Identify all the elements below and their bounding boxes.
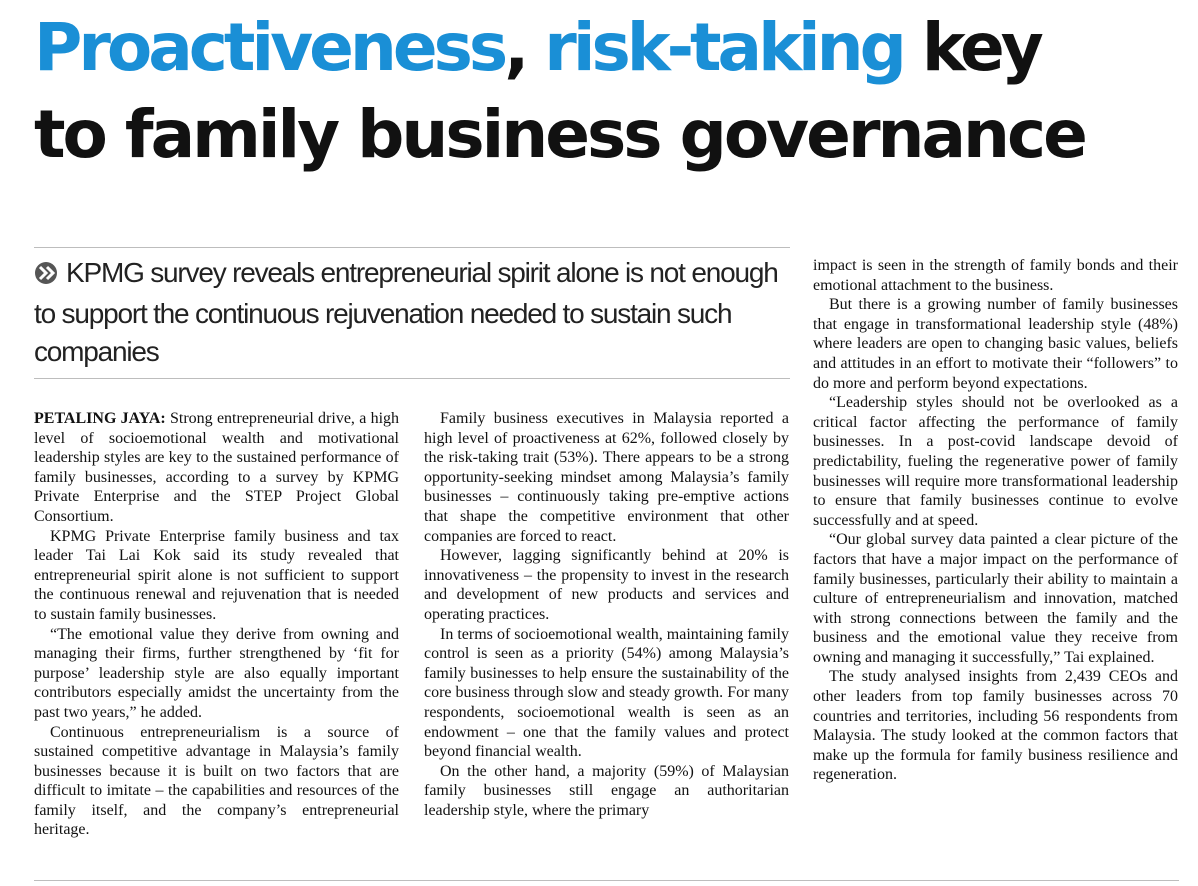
headline-blue-2: risk-taking — [544, 9, 903, 86]
body-paragraph — [34, 409, 399, 527]
body-paragraph: On the other hand, a majority (59%) of Malaysian family businesses still engage an authoritarian leadership style, where the primary — [424, 762, 789, 819]
deck-text: KPMG survey reveals entrepreneurial spirit alone is not enough to support the continuous rejuvenation needed to sustain such companies — [34, 257, 778, 367]
body-paragraph: In terms of socioemotional wealth, maintaining family control is seen as a priority (54%) among Malaysia’s family businesses to help ensure the sustainability of the core business through slow and steady growth. For many respondents, socioemotional wealth is seen as an endowment – one that the family values and protect beyond financial wealth. — [424, 625, 789, 761]
body-paragraph: “Leadership styles should not be overlooked as a critical factor affecting the performance of family businesses. In a post-covid landscape devoid of predictability, fueling the regenerative power of family businesses will require more transformational leadership to ensure that family businesses continue to evolve successfully and at speed. — [813, 394, 1178, 529]
body-paragraph: But there is a growing number of family businesses that engage in transformational leadership style (48%) where leaders are open to changing basic values, beliefs and attitudes in an effort to motivate their “followers” to do more and perform beyond expectations. — [813, 296, 1178, 392]
deck-bottom-rule — [34, 378, 790, 379]
body-paragraph: “Our global survey data painted a clear picture of the factors that have a major impact on the performance of family businesses, particularly their ability to maintain a culture of entrepreneurialism and innovation, matched with strong connections between the family and the business and the emotional value they receive from owning and managing it successfully,” Tai explained. — [813, 531, 1178, 666]
body-paragraph: The study analysed insights from 2,439 CEOs and other leaders from top family businesses across 70 countries and territories, including 56 respondents from Malaysia. The study looked at the common factors that make up the formula for family business resilience and regeneration. — [813, 668, 1178, 784]
headline-line-2: to family business governance — [34, 96, 1085, 174]
body-paragraph: However, lagging significantly behind at 20% is innovativeness – the propensity to invest in the research and development of new products and services and operating practices. — [424, 547, 789, 623]
double-chevron-icon — [34, 257, 62, 295]
deck — [34, 254, 794, 371]
headline-comma: , — [504, 9, 526, 86]
body-paragraph: Continuous entrepreneurialism is a source of sustained competitive advantage in Malaysia’s family businesses because it is built on two factors that are difficult to imitate – the capabilities and resources of the family itself, and the company’s entrepreneurial heritage. — [34, 723, 399, 839]
bottom-rule — [34, 880, 1179, 881]
dateline: PETALING JAYA: — [34, 410, 166, 427]
body-column-1 — [34, 409, 399, 840]
headline-blue-1: Proactiveness — [34, 9, 505, 86]
body-column-2 — [424, 409, 789, 820]
body-column-3 — [813, 256, 1178, 785]
body-paragraph: KPMG Private Enterprise family business and tax leader Tai Lai Kok said its study revealed that entrepreneurial spirit alone is not sufficient to support the continuous renewal and rejuvenation that is needed to sustain family businesses. — [34, 527, 399, 623]
body-paragraph: “The emotional value they derive from owning and managing their firms, further strengthened by ‘fit for purpose’ leadership style are also equally important contributors especially amidst the uncertainty from the past two years,” he added. — [34, 625, 399, 721]
headline-line-1 — [34, 4, 1184, 91]
body-paragraph: impact is seen in the strength of family bonds and their emotional attachment to the business. — [813, 257, 1178, 294]
paragraph-text: Strong entrepreneurial drive, a high level of socioemotional wealth and motivational leadership styles are key to the sustained performance of family businesses, according to a survey by KPMG Private Enterprise and the STEP Project Global Consortium. — [34, 410, 400, 525]
headline-black-1: key — [921, 9, 1040, 86]
deck-top-rule — [34, 247, 790, 248]
headline — [34, 4, 1184, 178]
body-paragraph: Family business executives in Malaysia reported a high level of proactiveness at 62%, followed closely by the risk-taking trait (53%). There appears to be a strong opportunity-seeking mindset among Malaysia’s family businesses – continuously taking pre-emptive actions that shape the competitive environment that other companies are forced to react. — [424, 410, 789, 545]
